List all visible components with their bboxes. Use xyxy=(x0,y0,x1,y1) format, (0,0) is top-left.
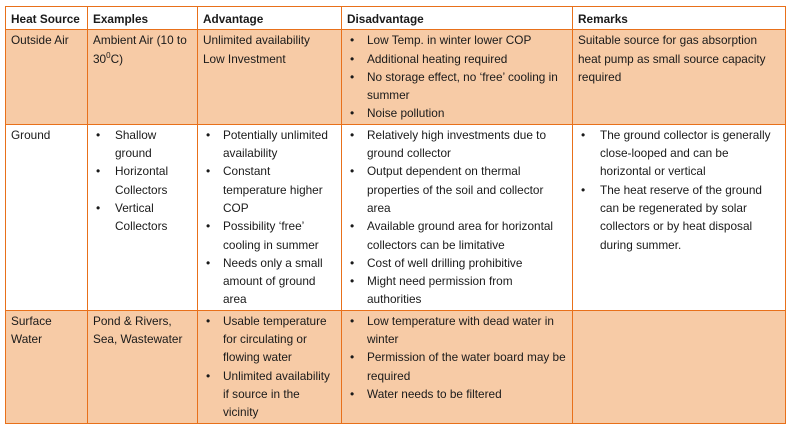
list-item: • Horizontal Collectors xyxy=(93,162,192,199)
list-item: • The heat reserve of the ground can be regenerated by solar collectors or by heat disposal during summer. xyxy=(578,181,780,254)
list-item: • Constant temperature higher COP xyxy=(203,162,336,217)
example-superscript: 0 xyxy=(106,50,111,60)
advantage-line: Unlimited availability xyxy=(203,33,310,48)
cell-examples xyxy=(88,30,198,124)
list-item: • The ground collector is generally close-looped and can be horizontal or vertical xyxy=(578,126,780,181)
heat-source-table xyxy=(5,6,786,424)
example-text: Ambient Air (10 to 30 xyxy=(93,33,187,66)
list-item: • Cost of well drilling prohibitive xyxy=(347,254,567,272)
list-item: • Additional heating required xyxy=(347,50,567,68)
header-remarks: Remarks xyxy=(573,7,786,30)
list-item: • No storage effect, no ‘free’ cooling in summer xyxy=(347,68,567,105)
list-item: • Usable temperature for circulating or flowing water xyxy=(203,312,336,367)
list-item: • Shallow ground xyxy=(93,126,192,163)
table-row-ground xyxy=(6,124,786,310)
cell-examples: Pond & Rivers, Sea, Wastewater xyxy=(88,310,198,423)
list-item: • Potentially unlimited availability xyxy=(203,126,336,163)
header-examples: Examples xyxy=(88,7,198,30)
list-item: • Low Temp. in winter lower COP xyxy=(347,31,567,49)
list-item: • Noise pollution xyxy=(347,104,567,122)
list-item: • Low temperature with dead water in winter xyxy=(347,312,567,349)
list-item: • Permission of the water board may be required xyxy=(347,348,567,385)
cell-remarks xyxy=(573,310,786,423)
cell-advantage xyxy=(198,30,342,124)
cell-disadvantage xyxy=(342,124,573,310)
cell-remarks: Suitable source for gas absorption heat pump as small source capacity required xyxy=(573,30,786,124)
cell-source: Surface Water xyxy=(6,310,88,423)
heat-source-table-wrapper xyxy=(5,6,786,424)
cell-source: Outside Air xyxy=(6,30,88,124)
header-row xyxy=(6,7,786,30)
list-item: • Vertical Collectors xyxy=(93,199,192,236)
list-item: • Relatively high investments due to ground collector xyxy=(347,126,567,163)
list-item: • Water needs to be filtered xyxy=(347,385,567,403)
cell-advantage xyxy=(198,310,342,423)
list-item: • Available ground area for horizontal collectors can be limitative xyxy=(347,217,567,254)
cell-source: Ground xyxy=(6,124,88,310)
list-item: • Might need permission from authorities xyxy=(347,272,567,309)
cell-disadvantage xyxy=(342,30,573,124)
table-row-outside-air xyxy=(6,30,786,124)
header-heat-source: Heat Source xyxy=(6,7,88,30)
advantage-line: Low Investment xyxy=(203,51,286,66)
list-item: • Unlimited availability if source in the vicinity xyxy=(203,367,336,422)
list-item: • Output dependent on thermal properties of the soil and collector area xyxy=(347,162,567,217)
cell-advantage xyxy=(198,124,342,310)
example-tail: C) xyxy=(110,51,124,66)
table-row-surface-water xyxy=(6,310,786,423)
list-item: • Needs only a small amount of ground area xyxy=(203,254,336,309)
header-disadvantage: Disadvantage xyxy=(342,7,573,30)
cell-remarks xyxy=(573,124,786,310)
cell-disadvantage xyxy=(342,310,573,423)
header-advantage: Advantage xyxy=(198,7,342,30)
cell-examples xyxy=(88,124,198,310)
list-item: • Possibility ‘free’ cooling in summer xyxy=(203,217,336,254)
